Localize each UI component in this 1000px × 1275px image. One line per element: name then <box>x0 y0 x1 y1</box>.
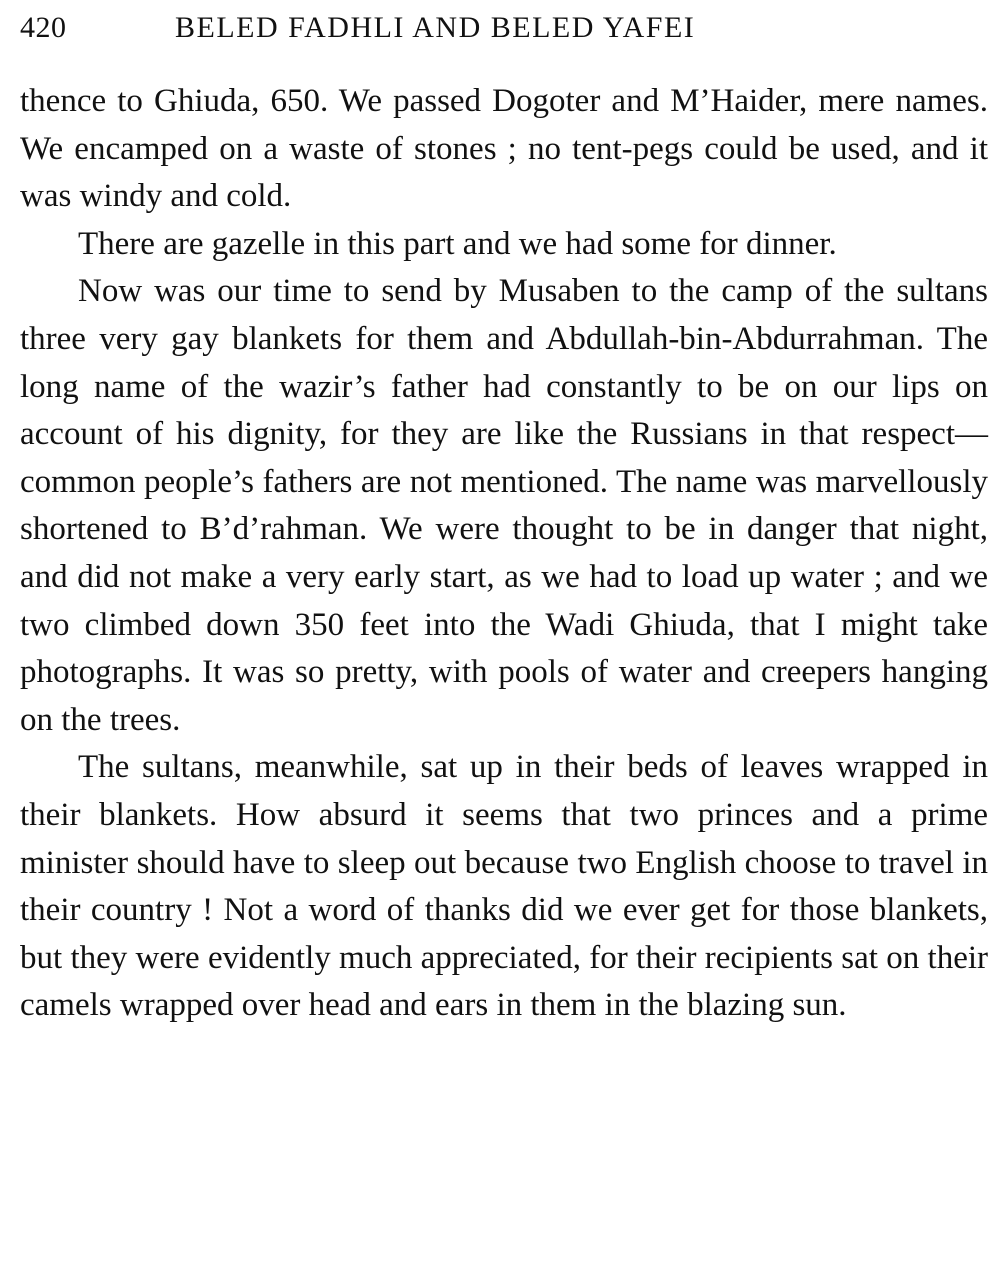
page-header <box>20 8 980 48</box>
paragraph: There are gazelle in this part and we had some for dinner. <box>78 225 837 262</box>
paragraph: Now was our time to send by Musaben to the camp of the sultans three very gay blankets for them and Abdullah-bin-Abdurrahman. The long name of the wazir’s father had constantly to be on our lips on account of his dignity, for they are like the Russians in that respect—common people’s fathers are not mentioned. The name was marvellously shortened to B’d’rahman. We were thought to be in danger that night, and did not make a very early start, as we had to load up water ; and we two climbed down 350 feet into the Wadi Ghiuda, that I might take photographs. It was so pretty, with pools of water and creepers hanging on the trees. <box>20 273 988 738</box>
page-number: 420 <box>20 11 67 44</box>
body-text <box>20 78 988 1030</box>
paragraph-continued: thence to Ghiuda, 650. We passed Dogoter and M’Haider, mere names. We encamped on a waste of stones ; no tent-pegs could be used, and it was windy and cold. <box>20 83 988 215</box>
paragraph: The sultans, meanwhile, sat up in their beds of leaves wrapped in their blankets. How absurd it seems that two princes and a prime minister should have to sleep out because two English choose to travel in their country ! Not a word of thanks did we ever get for those blankets, but they were evidently much appreciated, for their recipients sat on their camels wrapped over head and ears in them in the blazing sun. <box>20 749 988 1024</box>
running-title: BELED FADHLI AND BELED YAFEI <box>175 11 696 44</box>
